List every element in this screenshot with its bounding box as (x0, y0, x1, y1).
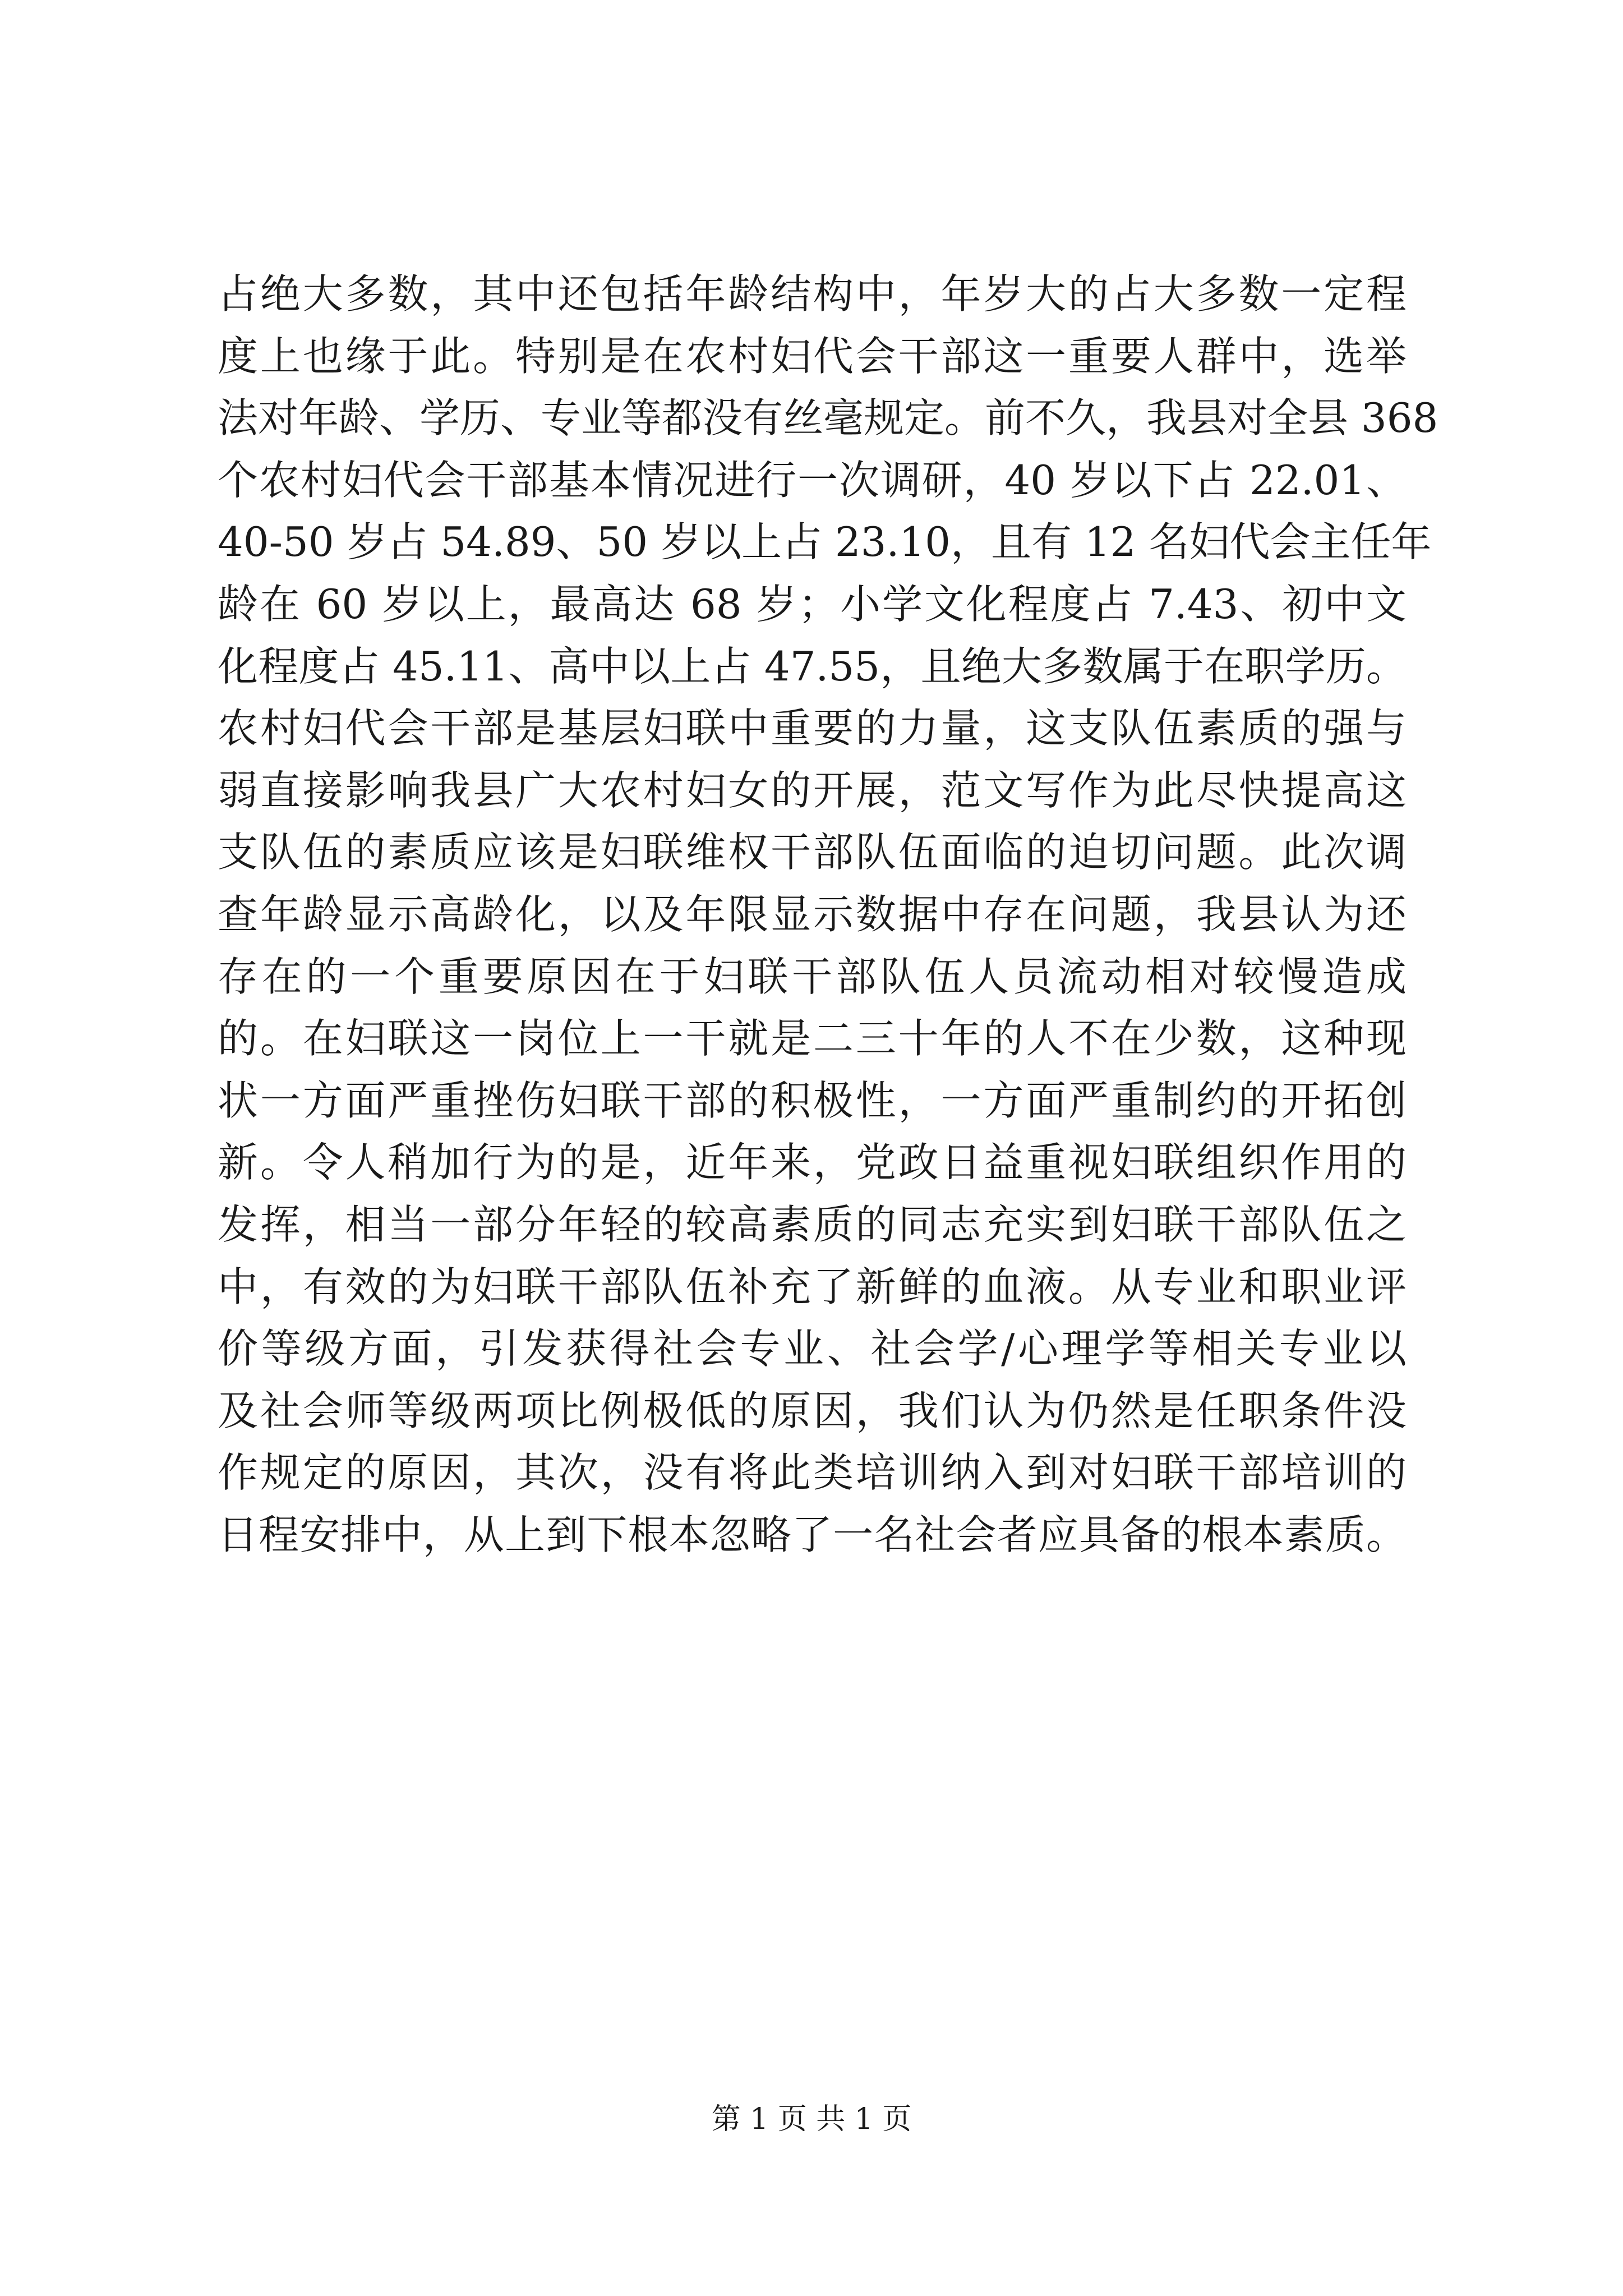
text-line: 中，有效的为妇联干部队伍补充了新鲜的血液。从专业和职业评 (218, 1263, 1407, 1310)
text-line: 度上也缘于此。特别是在农村妇代会干部这一重要人群中，选举 (218, 332, 1407, 380)
text-line: 弱直接影响我县广大农村妇女的开展，范文写作为此尽快提高这 (218, 766, 1407, 814)
text-line: 农村妇代会干部是基层妇联中重要的力量，这支队伍素质的强与 (218, 705, 1407, 752)
text-line: 40-50 岁占 54.89、50 岁以上占 23.10，且有 12 名妇代会主任年 (218, 518, 1432, 566)
text-line: 发挥，相当一部分年轻的较高素质的同志充实到妇联干部队伍之 (218, 1200, 1407, 1248)
text-line: 日程安排中，从上到下根本忽略了一名社会者应具备的根本素质。 (218, 1511, 1407, 1558)
text-line: 法对年龄、学历、专业等都没有丝毫规定。前不久，我县对全县 368 (218, 394, 1438, 442)
page-number-label: 第 1 页 共 1 页 (711, 2102, 912, 2136)
text-line: 占绝大多数，其中还包括年龄结构中，年岁大的占大多数一定程 (218, 270, 1407, 318)
text-line: 存在的一个重要原因在于妇联干部队伍人员流动相对较慢造成 (218, 953, 1407, 1000)
text-line: 价等级方面，引发获得社会专业、社会学/心理学等相关专业以 (218, 1325, 1407, 1373)
text-line: 龄在 60 岁以上，最高达 68 岁；小学文化程度占 7.43、初中文 (218, 580, 1407, 628)
text-line: 新。令人稍加行为的是，近年来，党政日益重视妇联组织作用的 (218, 1139, 1407, 1186)
text-line: 个农村妇代会干部基本情况进行一次调研，40 岁以下占 22.01、 (218, 456, 1407, 504)
text-line: 状一方面严重挫伤妇联干部的积极性，一方面严重制约的开拓创 (218, 1076, 1407, 1124)
text-line: 支队伍的素质应该是妇联维权干部队伍面临的迫切问题。此次调 (218, 829, 1407, 876)
text-line: 作规定的原因，其次，没有将此类培训纳入到对妇联干部培训的 (218, 1449, 1407, 1497)
text-line: 查年龄显示高龄化，以及年限显示数据中存在问题，我县认为还 (218, 890, 1407, 938)
text-line: 及社会师等级两项比例极低的原因，我们认为仍然是任职条件没 (218, 1387, 1407, 1434)
body-paragraph (218, 264, 1438, 1566)
page-footer (0, 2100, 1623, 2139)
text-line: 化程度占 45.11、高中以上占 47.55，且绝大多数属于在职学历。 (218, 642, 1407, 690)
text-line: 的。在妇联这一岗位上一干就是二三十年的人不在少数，这种现 (218, 1015, 1407, 1062)
